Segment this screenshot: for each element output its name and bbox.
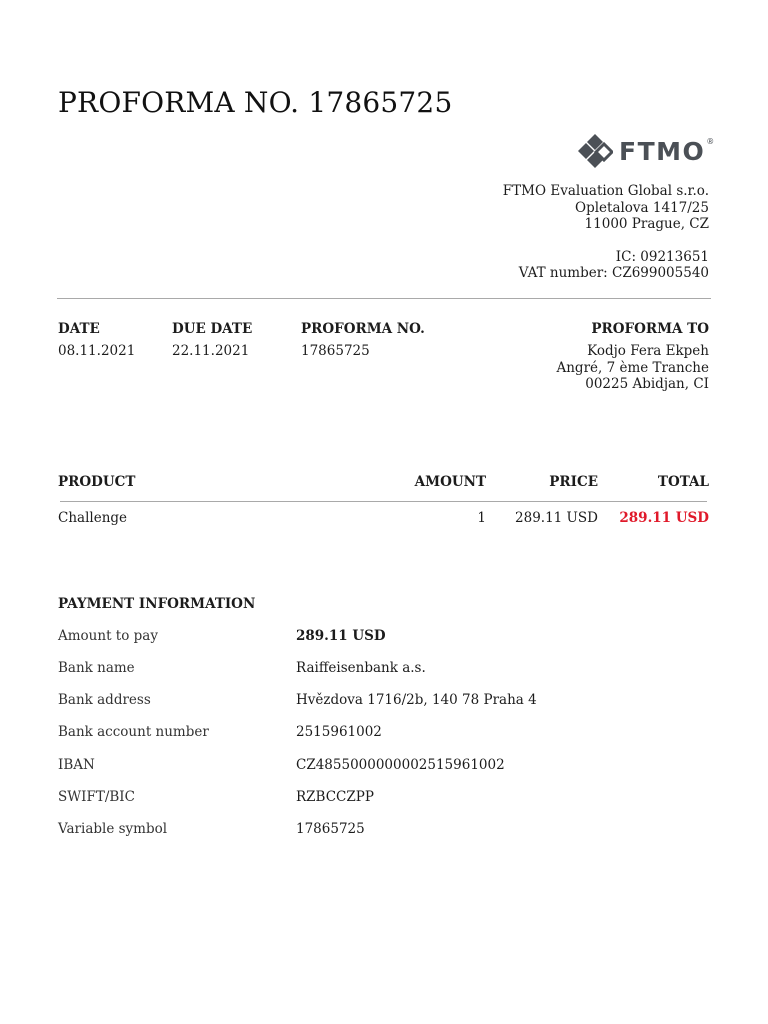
item-price: 289.11 USD [515,510,598,526]
payment-row-amount [58,628,658,648]
item-product: Challenge [58,510,128,526]
due-date-label: DUE DATE [172,321,253,337]
client-address-line1: Angré, 7 ème Tranche [556,359,709,376]
header-divider [57,298,711,299]
proforma-to-label: PROFORMA TO [591,321,709,337]
payment-row-account-number [58,724,658,744]
amount-header: AMOUNT [414,474,486,490]
payment-label: IBAN [58,757,95,773]
payment-value: CZ4855000000002515961002 [296,757,505,773]
price-header: PRICE [549,474,598,490]
item-amount: 1 [477,510,486,526]
payment-value: 289.11 USD [296,628,386,644]
payment-row-swift [58,789,658,809]
client-address [556,343,709,393]
payment-value: Raiffeisenbank a.s. [296,660,426,676]
payment-row-iban [58,757,658,777]
issuer-city: 11000 Prague, CZ [584,216,709,232]
payment-row-bank-address [58,692,658,712]
payment-label: Bank account number [58,724,209,740]
issuer-address [503,183,709,282]
client-name: Kodjo Fera Ekpeh [587,343,709,359]
payment-row-variable-symbol [58,821,658,841]
document-title: PROFORMA NO. 17865725 [58,86,453,119]
ftmo-logo [577,132,714,170]
payment-value: RZBCCZPP [296,789,374,805]
logo-wordmark: FTMO [619,136,706,166]
issuer-vat: VAT number: CZ699005540 [518,265,709,281]
payment-value: 17865725 [296,821,365,837]
date-label: DATE [58,321,100,337]
total-header: TOTAL [657,474,709,490]
payment-label: SWIFT/BIC [58,789,135,805]
issuer-ic: IC: 09213651 [615,248,709,265]
payment-row-bank-name [58,660,658,680]
due-date-value: 22.11.2021 [172,343,250,359]
date-value: 08.11.2021 [58,343,136,359]
payment-label: Bank name [58,660,135,676]
issuer-street: Opletalova 1417/25 [575,199,709,216]
registered-mark: ® [706,136,715,146]
item-total: 289.11 USD [619,510,709,526]
payment-info-title: PAYMENT INFORMATION [58,596,256,612]
product-header: PRODUCT [58,474,136,490]
payment-label: Amount to pay [58,628,158,644]
payment-label: Variable symbol [58,821,168,837]
table-divider [60,501,707,502]
issuer-name: FTMO Evaluation Global s.r.o. [502,183,709,199]
payment-value: Hvězdova 1716/2b, 140 78 Praha 4 [296,692,537,708]
payment-label: Bank address [58,692,151,708]
proforma-number-value: 17865725 [301,343,370,359]
payment-value: 2515961002 [296,724,382,740]
ftmo-diamond-arrows-icon [577,133,613,169]
proforma-number-label: PROFORMA NO. [301,321,425,337]
client-address-line2: 00225 Abidjan, CI [585,376,709,392]
